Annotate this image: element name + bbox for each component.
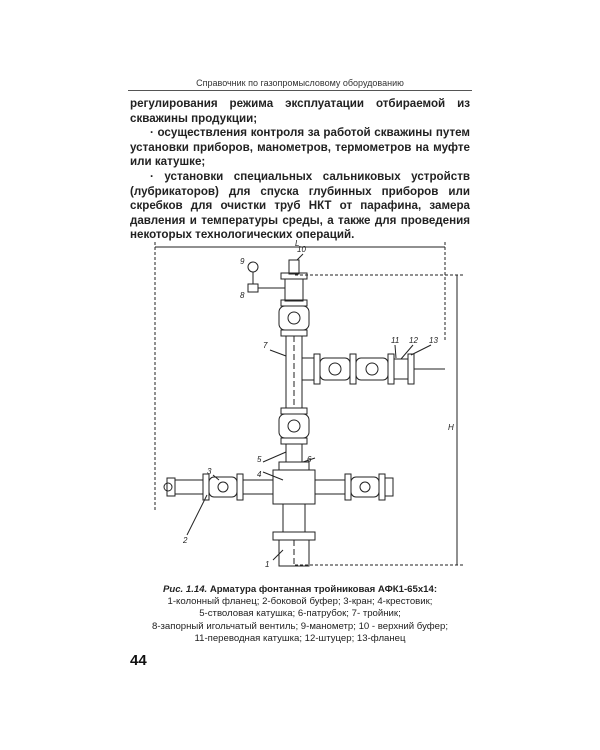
right-valve-1: [320, 358, 350, 380]
leader-2: [187, 495, 207, 535]
leader-7: [270, 350, 286, 356]
page-number: 44: [130, 652, 147, 669]
leader-1: [273, 550, 283, 560]
right-side-valve: [351, 477, 379, 497]
header-rule: [128, 90, 472, 91]
left-pipe: [175, 480, 203, 494]
caption-line-3: 8-запорный игольчатый вентиль; 9-манометр; 10 - верхний буфер;: [151, 620, 448, 632]
part-label-4: 4: [257, 470, 262, 479]
cross-neck: [283, 504, 305, 532]
part-label-12: 12: [409, 336, 418, 345]
body-paragraph-1: регулирования режима эксплуатации отбираемой из скважины продукции;: [130, 97, 470, 125]
part-label-6: 6: [307, 455, 312, 464]
right-valve-2: [356, 358, 388, 380]
leader-12: [401, 345, 413, 359]
right-side-valve-handwheel: [360, 482, 370, 492]
right-side-buffer: [385, 478, 393, 496]
body-text: [130, 97, 470, 243]
part-label-3: 3: [207, 467, 212, 476]
part-label-13: 13: [429, 336, 438, 345]
right-valve-1-handwheel: [329, 363, 341, 375]
caption-line-2: 5-стволовая катушка; 6-патрубок; 7- тройник;: [199, 608, 401, 620]
leader-13: [411, 345, 431, 355]
flange-tee-top: [281, 330, 307, 336]
side-manometer: [164, 483, 172, 491]
cross-4: [273, 470, 315, 504]
spool-5: [286, 444, 302, 462]
branch-pipe-6: [279, 462, 309, 470]
right-flange-a: [345, 474, 351, 500]
right-flange-b: [379, 474, 385, 500]
left-connection: [243, 480, 273, 494]
master-valve-body: [279, 414, 309, 438]
caption-title: [130, 584, 470, 596]
dim-h-label: H: [448, 423, 454, 432]
leader-11: [395, 345, 396, 358]
choke-12: [394, 359, 408, 379]
right-valve-2-handwheel: [366, 363, 378, 375]
part-label-11: 11: [391, 336, 400, 345]
manometer-9: [248, 262, 258, 272]
upper-valve-handwheel: [288, 312, 300, 324]
caption-line-1: 1-колонный фланец; 2-боковой буфер; 3-кран; 4-крестовик;: [167, 596, 433, 608]
master-valve-handwheel: [288, 420, 300, 432]
leader-10: [297, 254, 303, 260]
part-label-1: 1: [265, 560, 270, 569]
crane-3: [209, 477, 237, 497]
part-label-10: 10: [297, 245, 306, 254]
wellhead-drawing: [145, 240, 465, 580]
part-label-7: 7: [263, 341, 268, 350]
part-label-5: 5: [257, 455, 262, 464]
leader-5: [263, 452, 286, 462]
caption-line-4: 11-переводная катушка; 12-штуцер; 13-фланец: [194, 632, 406, 644]
body-paragraph-3: · установки специальных сальниковых устройств (лубрикаторов) для спуска глубинных приборов или скребков для очистки труб НКТ от парафина, замера давления и температуры среды, а также для проведения некоторых технологических операций.: [130, 169, 470, 242]
tee-flange: [314, 354, 320, 384]
top-buffer: [285, 279, 303, 301]
part-label-2: 2: [183, 536, 188, 545]
left-side-buffer: [167, 478, 175, 496]
left-flange-2: [237, 474, 243, 500]
part-label-9: 9: [240, 257, 245, 266]
part-label-8: 8: [240, 291, 245, 300]
needle-valve-8: [248, 284, 258, 292]
upper-valve-body: [279, 306, 309, 330]
caption-figure-title: Арматура фонтанная тройниковая АФК1-65х14:: [209, 584, 438, 595]
tee-7-outlet: [302, 358, 314, 380]
body-paragraph-2: · осуществления контроля за работой скважины путем установки приборов, манометров, термометров на муфте или катушке;: [130, 126, 470, 169]
column-flange-1: [273, 532, 315, 540]
flange-spool: [281, 438, 307, 444]
adapter-spool-11: [388, 354, 394, 384]
right-flange-1: [350, 354, 356, 384]
caption-figure-label: Рис. 1.14.: [162, 584, 208, 595]
wellhead-diagram: [145, 240, 465, 580]
flange-mid: [281, 408, 307, 414]
figure-caption: [130, 584, 470, 645]
right-connection: [315, 480, 345, 494]
dim-l-label: L: [295, 240, 300, 248]
flange-13: [408, 354, 414, 384]
crane-3-handwheel: [218, 482, 228, 492]
top-buffer-cap: [289, 260, 299, 274]
running-head: Справочник по газопромысловому оборудованию: [196, 78, 404, 88]
